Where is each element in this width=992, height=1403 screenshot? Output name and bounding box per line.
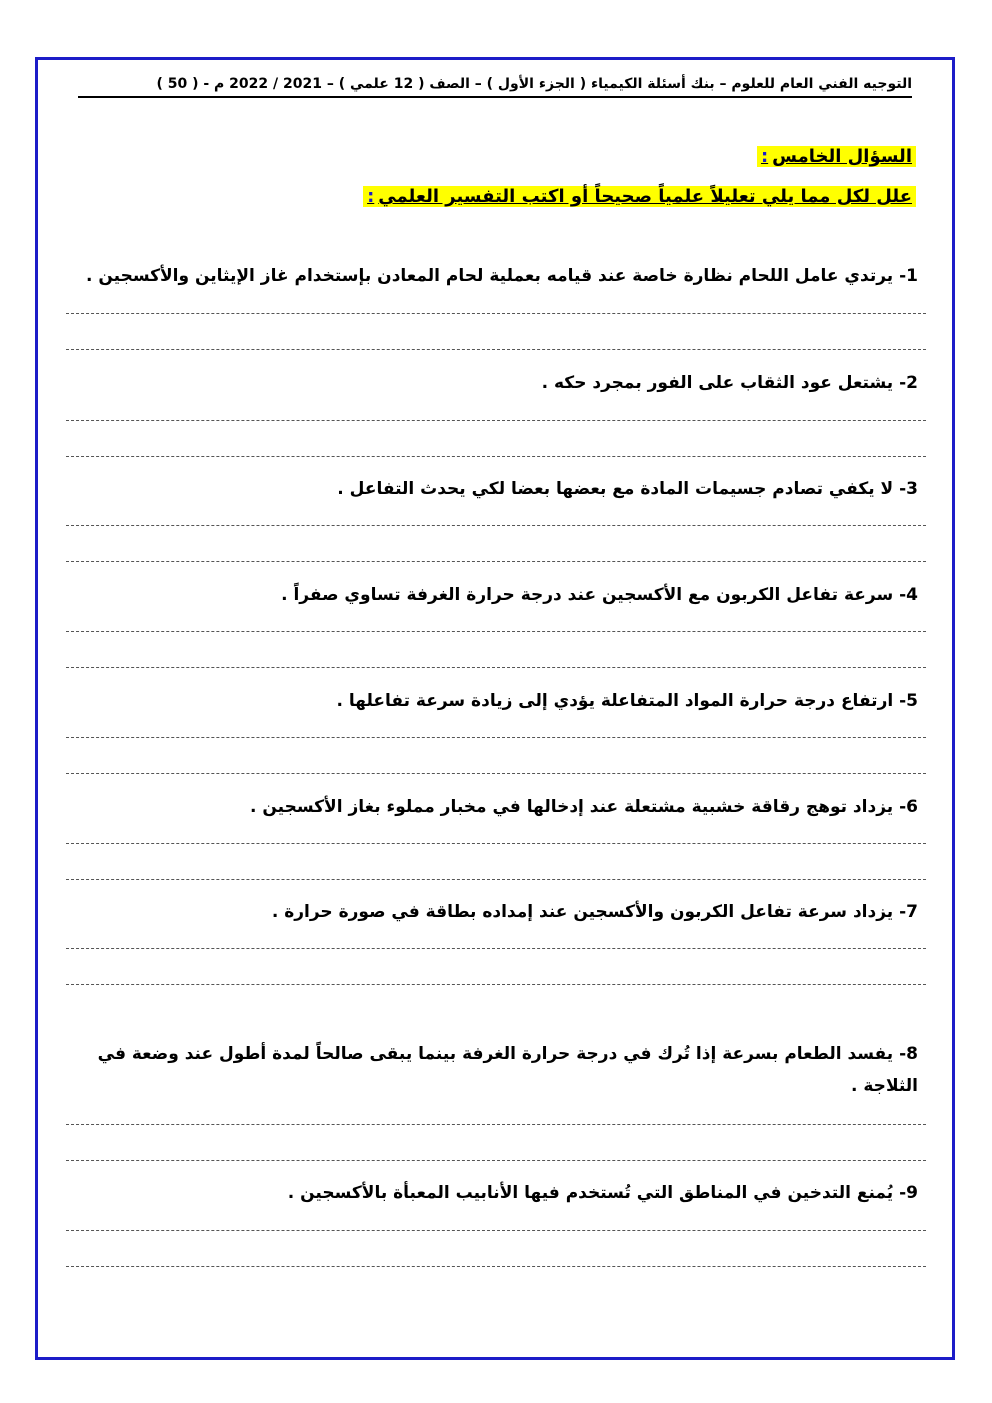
- page-header: التوجيه الفني العام للعلوم – بنك أسئلة الكيمياء ( الجزء الأول ) – الصف ( 12 علمي ) – 2021 / 2022 م - ( 50 ): [156, 76, 912, 92]
- answer-line: [66, 525, 926, 526]
- question-2: 2- يشتعل عود الثقاب على الفور بمجرد حكه .: [541, 373, 918, 393]
- answer-line: [66, 631, 926, 632]
- question-4: 4- سرعة تفاعل الكربون مع الأكسجين عند درجة حرارة الغرفة تساوي صفراً .: [281, 585, 918, 605]
- question-1: 1- يرتدي عامل اللحام نظارة خاصة عند قيامه بعملية لحام المعادن بإستخدام غاز الإيثاين والأكسجين .: [85, 266, 918, 286]
- question-3: 3- لا يكفي تصادم جسيمات المادة مع بعضها بعضا لكي يحدث التفاعل .: [337, 479, 918, 499]
- answer-line: [66, 1160, 926, 1161]
- answer-line: [66, 879, 926, 880]
- instruction-text: علل لكل مما يلي تعليلاً علمياً صحيحاً أو اكتب التفسير العلمي: [378, 186, 912, 207]
- question-7: 7- يزداد سرعة تفاعل الكربون والأكسجين عند إمداده بطاقة في صورة حرارة .: [271, 902, 918, 922]
- answer-line: [66, 420, 926, 421]
- question-title-text: السؤال الخامس: [772, 146, 912, 167]
- answer-line: [66, 561, 926, 562]
- instruction-colon: :: [367, 186, 375, 207]
- header-rule: [78, 96, 912, 98]
- instruction: [363, 186, 916, 207]
- answer-line: [66, 667, 926, 668]
- answer-line: [66, 984, 926, 985]
- question-title: [757, 146, 916, 167]
- answer-line: [66, 773, 926, 774]
- title-colon: :: [760, 146, 769, 167]
- answer-line: [66, 1124, 926, 1125]
- answer-line: [66, 737, 926, 738]
- answer-line: [66, 843, 926, 844]
- answer-line: [66, 948, 926, 949]
- answer-line: [66, 349, 926, 350]
- answer-line: [66, 456, 926, 457]
- question-5: 5- ارتفاع درجة حرارة المواد المتفاعلة يؤدي إلى زيادة سرعة تفاعلها .: [336, 691, 918, 711]
- question-9: 9- يُمنع التدخين في المناطق التي تُستخدم فيها الأنابيب المعبأة بالأكسجين .: [287, 1183, 918, 1203]
- question-8: 8- يفسد الطعام بسرعة إذا تُرك في درجة حرارة الغرفة بينما يبقى صالحاً لمدة أطول عند وضعة في الثلاجة .: [97, 1044, 918, 1096]
- answer-line: [66, 313, 926, 314]
- answer-line: [66, 1266, 926, 1267]
- question-6: 6- يزداد توهج رقاقة خشبية مشتعلة عند إدخالها في مخبار مملوء بغاز الأكسجين .: [250, 797, 918, 817]
- answer-line: [66, 1230, 926, 1231]
